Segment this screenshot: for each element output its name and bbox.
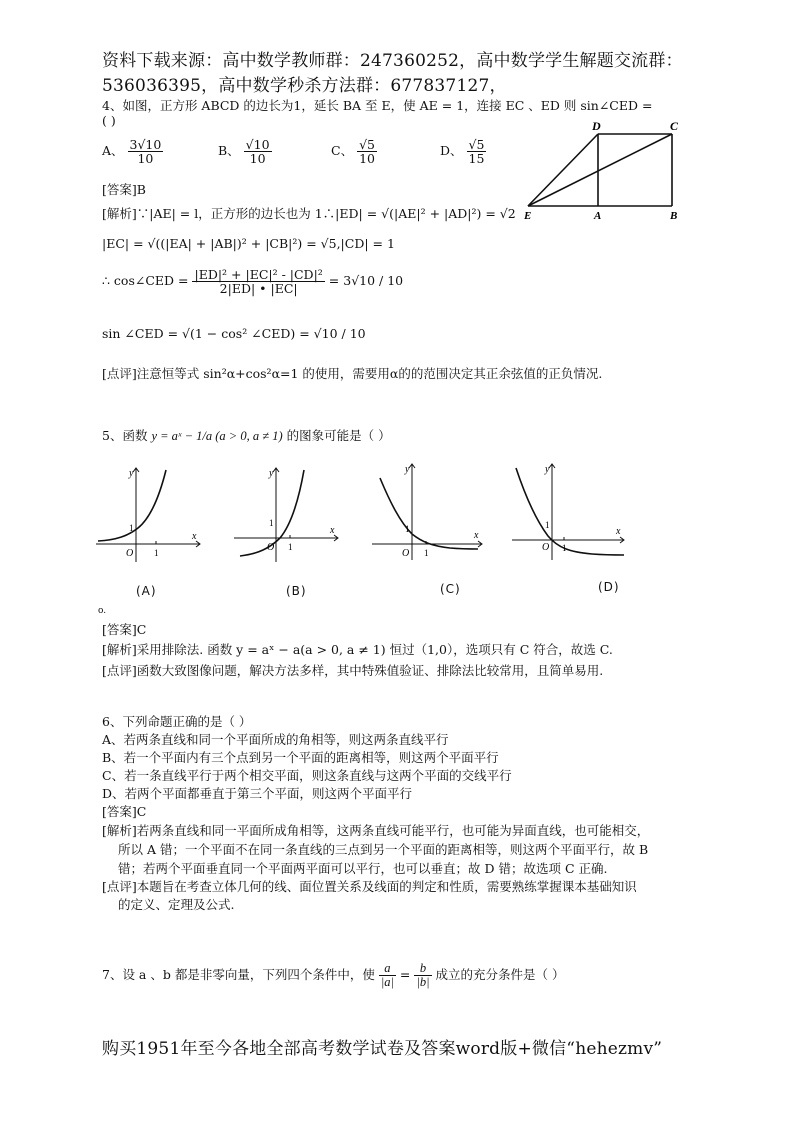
label-c: C <box>670 119 679 133</box>
q4-option-b <box>218 138 272 165</box>
q5-graph-a <box>96 462 206 567</box>
q6-stem: 6、下列命题正确的是（ ） <box>102 714 252 729</box>
q7-frac1-den: |a| <box>380 975 394 990</box>
q7-stem <box>102 962 564 989</box>
q5-caption-b: (B) <box>286 584 307 598</box>
graph-d-one-y: 1 <box>545 520 550 530</box>
graph-c-o: O <box>402 548 410 559</box>
graph-c-y: y <box>405 464 410 475</box>
q4-option-d-den: 15 <box>468 151 485 167</box>
q4-cos-result: = 3√10 / 10 <box>328 273 404 289</box>
graph-b-x: x <box>330 525 335 536</box>
q4-cos-num: |ED|² + |EC|² - |CD|² <box>194 267 323 282</box>
q5-analysis: [解析]采用排除法. 函数 y = aˣ − a(a > 0, a ≠ 1) 恒过（1,0），选项只有 C 符合，故选 C. <box>102 642 613 657</box>
q6-option-a: A、若两条直线和同一个平面所成的角相等，则这两条直线平行 <box>102 732 449 747</box>
q4-comment: [点评]注意恒等式 sin²α+cos²α=1 的使用，需要用α的的范围决定其正余弦值的正负情况. <box>102 366 603 381</box>
q7-stem-suffix: 成立的充分条件是（ ） <box>435 967 565 983</box>
q4-option-d-num: √5 <box>468 137 485 152</box>
q4-analysis-4: sin ∠CED = √(1 − cos² ∠CED) = √10 / 10 <box>102 326 366 341</box>
q5-answer: [答案]C <box>102 622 147 637</box>
graph-a-one-x: 1 <box>154 548 159 558</box>
q5-caption-c: (C) <box>440 582 461 596</box>
q4-cos-den: 2|ED| • |EC| <box>219 281 298 297</box>
graph-c-x: x <box>474 530 479 541</box>
q5-graph-b <box>234 462 344 567</box>
q4-paren: ( ) <box>102 113 116 128</box>
label-e: E <box>524 210 532 222</box>
line-ec <box>528 134 672 206</box>
q5-stray-mark: o. <box>98 606 107 616</box>
q4-analysis-1: [解析]∵|AE| = l，正方形的边长也为 1∴|ED| = √(|AE|² + |AD|²) = √2 <box>102 206 516 221</box>
q4-option-a <box>102 138 163 165</box>
graph-d-o: O <box>542 542 550 553</box>
header-line-2: 536036395，高中数学秒杀方法群：677837127， <box>102 76 507 96</box>
graph-a-o: O <box>126 548 134 559</box>
q6-option-b: B、若一个平面内有三个点到另一个平面的距离相等，则这两个平面平行 <box>102 750 499 765</box>
graph-a-y: y <box>129 468 134 479</box>
q7-stem-prefix: 7、设 a 、b 都是非零向量，下列四个条件中，使 <box>102 967 375 983</box>
q4-cos-left: ∴ cos∠CED = <box>102 273 189 289</box>
q4-option-a-label: A、 <box>102 143 124 159</box>
q4-option-b-den: 10 <box>249 151 266 167</box>
q4-option-d-label: D、 <box>440 143 463 159</box>
graph-a-one-y: 1 <box>129 523 134 533</box>
line-ed <box>528 134 598 206</box>
q4-option-b-label: B、 <box>218 143 240 159</box>
q4-square-figure <box>520 116 690 224</box>
q4-analysis-3 <box>102 268 403 295</box>
q4-option-a-num: 3√10 <box>129 137 162 152</box>
q4-option-b-num: √10 <box>245 137 270 152</box>
q6-analysis-3: 错；若两个平面垂直同一个平面两平面可以平行，也可以垂直；故 D 错；故选项 C 正确. <box>118 861 608 876</box>
q4-option-d <box>440 138 486 165</box>
q6-option-c: C、若一条直线平行于两个相交平面，则这条直线与这两个平面的交线平行 <box>102 768 512 783</box>
graph-b-o: O <box>267 542 275 553</box>
q7-frac2-den: |b| <box>416 975 430 990</box>
q6-answer: [答案]C <box>102 804 147 819</box>
q4-stem: 4、如图，正方形 ABCD 的边长为1，延长 BA 至 E，使 AE = 1，连接 EC 、ED 则 sin∠CED = <box>102 98 653 113</box>
curve-d <box>516 468 624 555</box>
label-d: D <box>592 119 601 133</box>
header-line-1: 资料下载来源：高中数学教师群：247360252，高中数学学生解题交流群： <box>102 51 683 71</box>
footer-text: 购买1951年至今各地全部高考数学试卷及答案word版+微信“hehezmv” <box>102 1039 663 1059</box>
q7-eq: = <box>399 967 411 983</box>
q5-stem-formula: y = aˣ − 1/a (a > 0, a ≠ 1) <box>151 429 283 443</box>
q6-comment-1: [点评]本题旨在考查立体几何的线、面位置关系及线面的判定和性质，需要熟练掌握课本基础知识 <box>102 879 637 894</box>
graph-b-one-y: 1 <box>269 518 274 528</box>
graph-d-x: x <box>616 526 621 537</box>
q4-analysis-2: |EC| = √((|EA| + |AB|)² + |CB|²) = √5,|CD| = 1 <box>102 236 395 251</box>
q6-analysis-2: 所以 A 错；一个平面不在同一条直线的三点到另一个平面的距离相等，则这两个平面平行，故 B <box>118 842 649 857</box>
label-a: A <box>594 210 602 222</box>
q5-stem <box>102 426 391 444</box>
q5-graph-c <box>372 458 487 563</box>
q6-analysis-1: [解析]若两条直线和同一平面所成角相等，这两条直线可能平行，也可能为异面直线，也可能相交， <box>102 823 650 838</box>
q4-answer: [答案]B <box>102 182 146 197</box>
q4-option-c-den: 10 <box>359 151 375 167</box>
q6-comment-2: 的定义、定理及公式. <box>118 897 235 912</box>
label-b: B <box>670 210 678 222</box>
graph-a-x: x <box>192 531 197 542</box>
graph-b-y: y <box>269 468 274 479</box>
q6-option-d: D、若两个平面都垂直于第三个平面，则这两个平面平行 <box>102 786 413 801</box>
q5-comment: [点评]函数大致图像问题，解决方法多样，其中特殊值验证、排除法比较常用，且简单易用. <box>102 663 604 678</box>
graph-d-y: y <box>545 464 550 475</box>
graph-d-one-x: 1 <box>562 543 567 553</box>
q5-stem-prefix: 5、函数 <box>102 428 148 443</box>
curve-c <box>380 478 478 549</box>
q4-option-c-num: √5 <box>359 137 375 152</box>
q4-option-a-den: 10 <box>137 151 154 167</box>
q4-option-c <box>331 138 377 165</box>
q7-frac2-num: b <box>414 962 431 976</box>
q5-graph-d <box>512 458 632 563</box>
q4-option-c-label: C、 <box>331 143 354 159</box>
q5-stem-suffix: 的图象可能是（ ） <box>286 428 391 443</box>
graph-b-one-x: 1 <box>288 542 293 552</box>
graph-c-one-y: 1 <box>405 524 410 534</box>
graph-c-one-x: 1 <box>424 548 429 558</box>
q5-caption-d: (D) <box>598 580 620 594</box>
q7-frac1-num: a <box>379 962 396 976</box>
q5-caption-a: (A) <box>136 584 157 598</box>
